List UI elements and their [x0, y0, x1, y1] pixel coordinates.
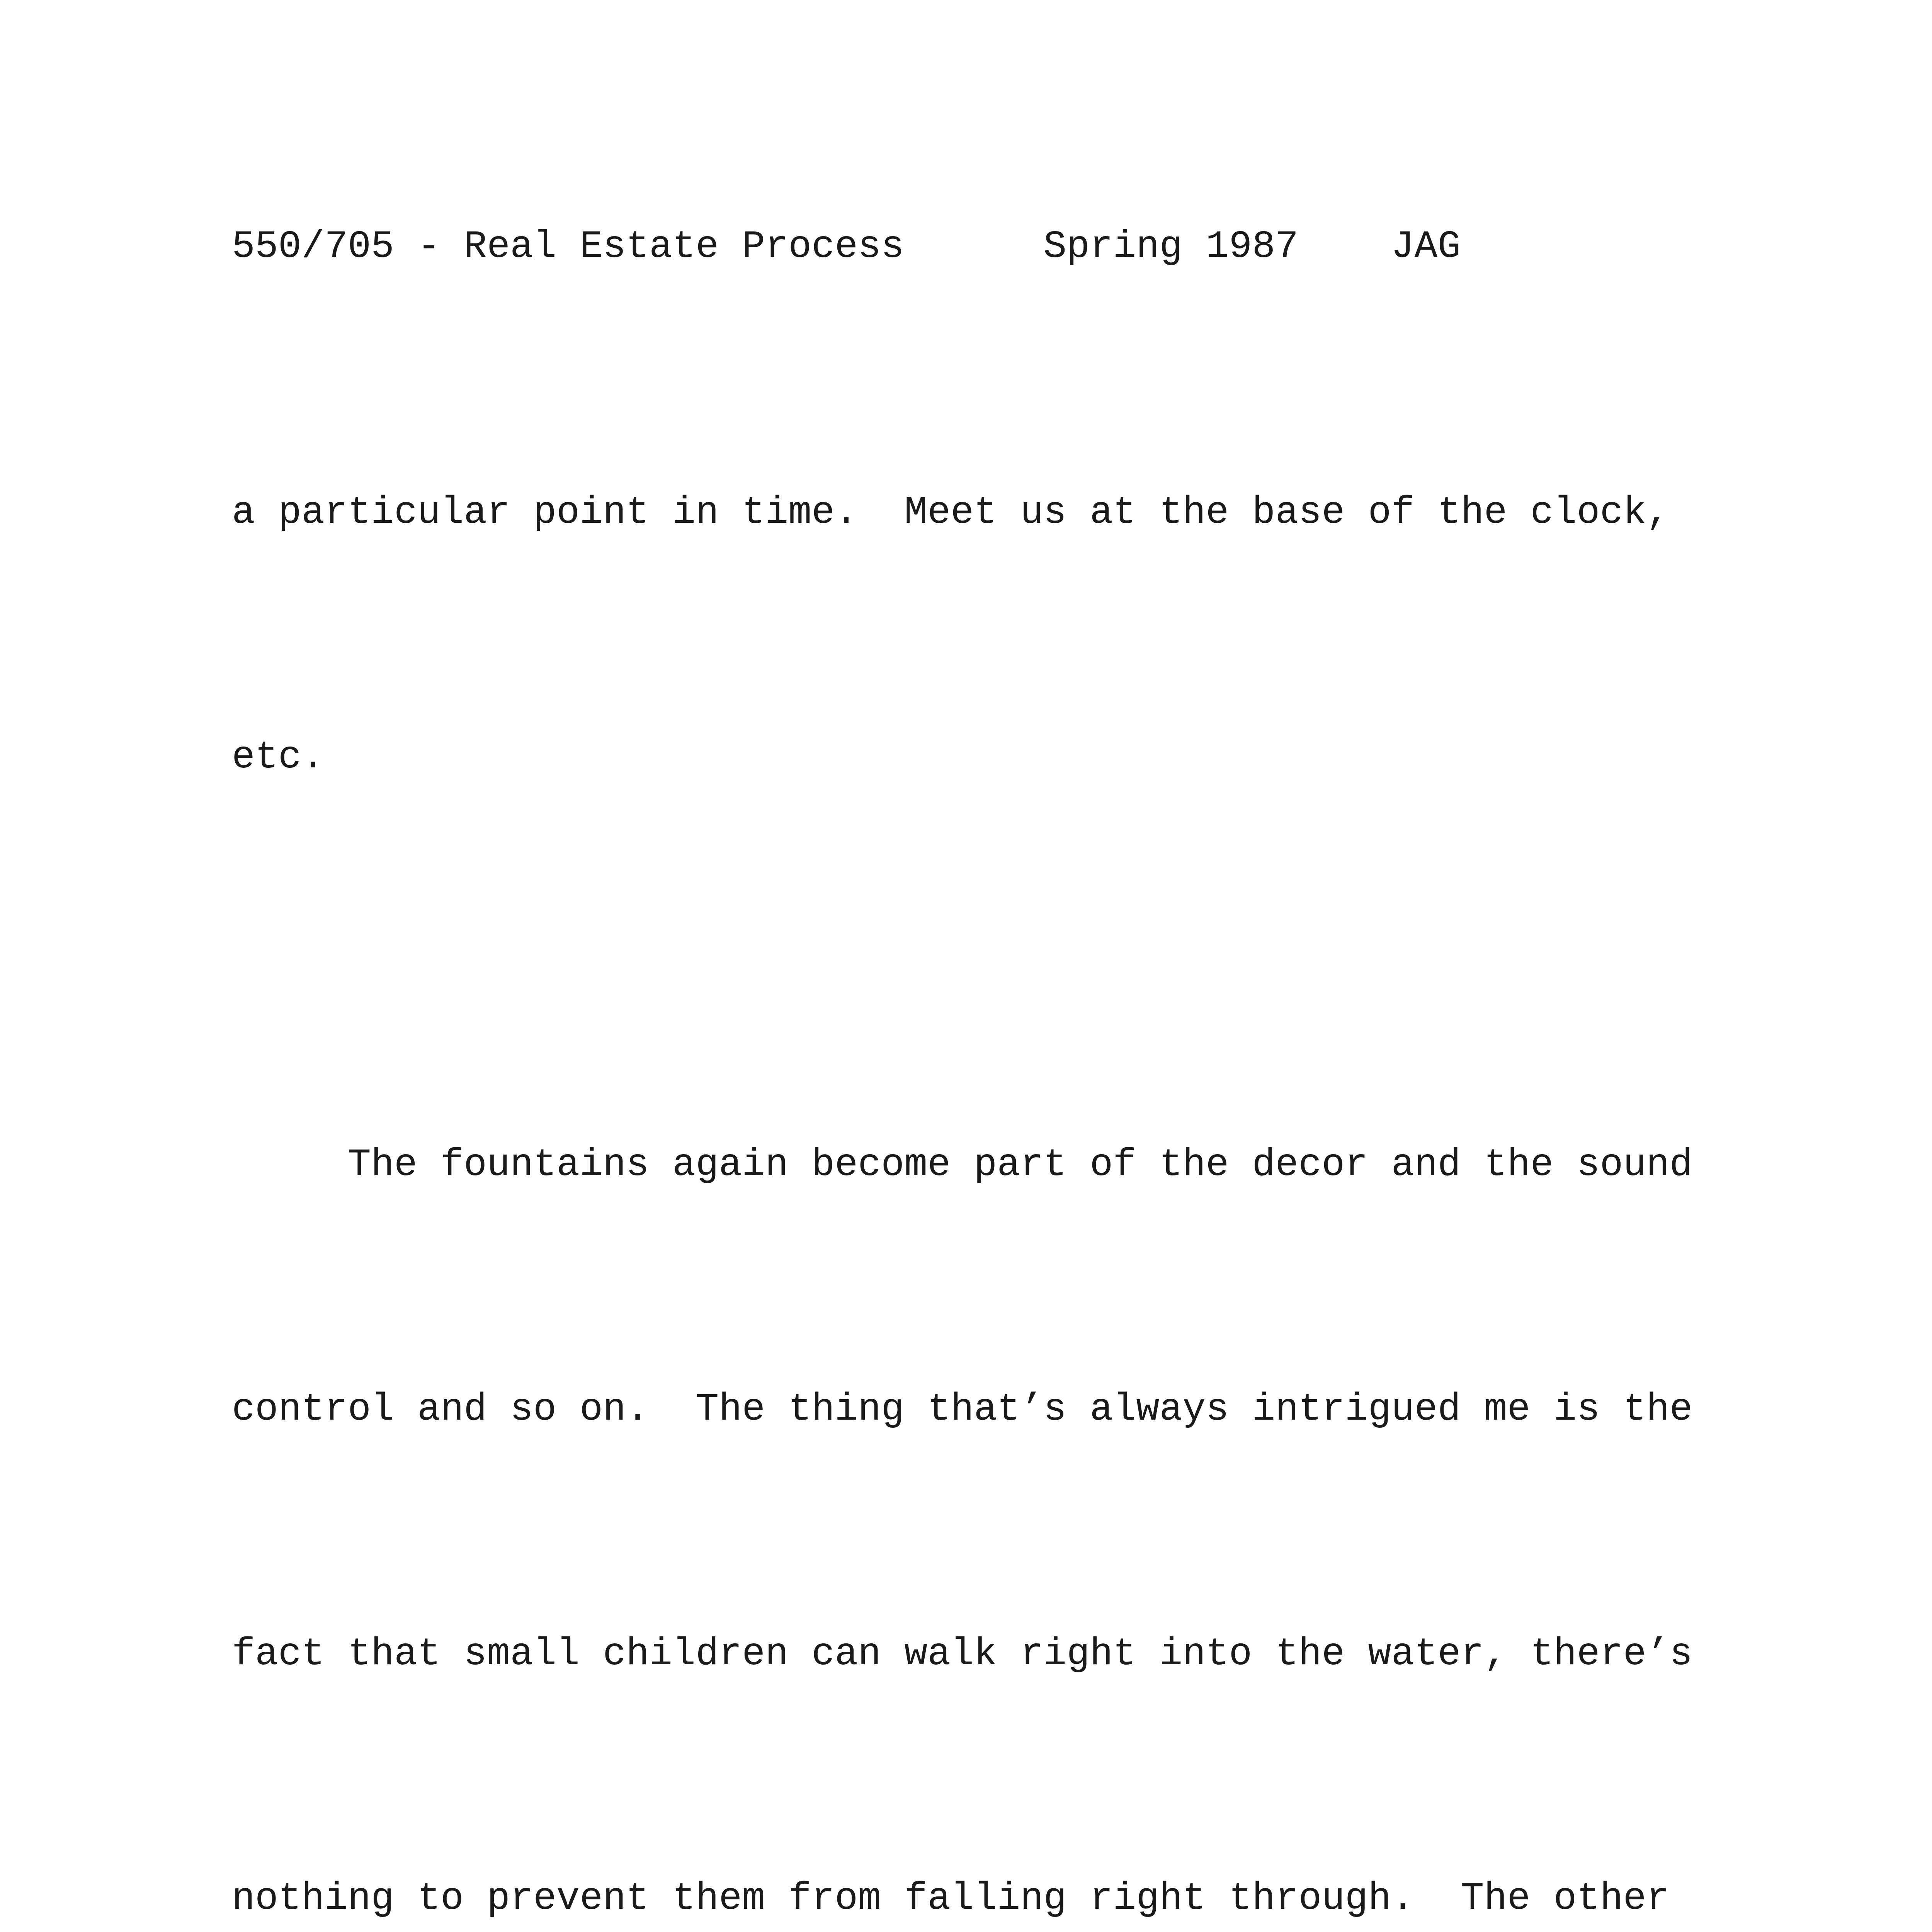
term-label: Spring 1987 [1043, 225, 1299, 269]
text-line: nothing to prevent them from falling right through. The other [232, 1877, 1670, 1921]
text-line: control and so on. The thing that’s always intrigued me is the [232, 1388, 1693, 1432]
paragraph-1 [232, 309, 1762, 961]
paragraph-2 [232, 961, 1762, 1932]
course-title: 550/705 - Real Estate Process [232, 225, 905, 269]
transcript-body [232, 309, 1762, 1932]
text-line: The fountains again become part of the decor and the sound [348, 1143, 1693, 1187]
page-header [232, 224, 1461, 270]
author-initials: JAG [1391, 225, 1461, 269]
text-line: a particular point in time. Meet us at the base of the clock, [232, 491, 1670, 535]
text-line: etc. [232, 736, 325, 779]
text-line: fact that small children can walk right into the water, there’s [232, 1633, 1693, 1676]
